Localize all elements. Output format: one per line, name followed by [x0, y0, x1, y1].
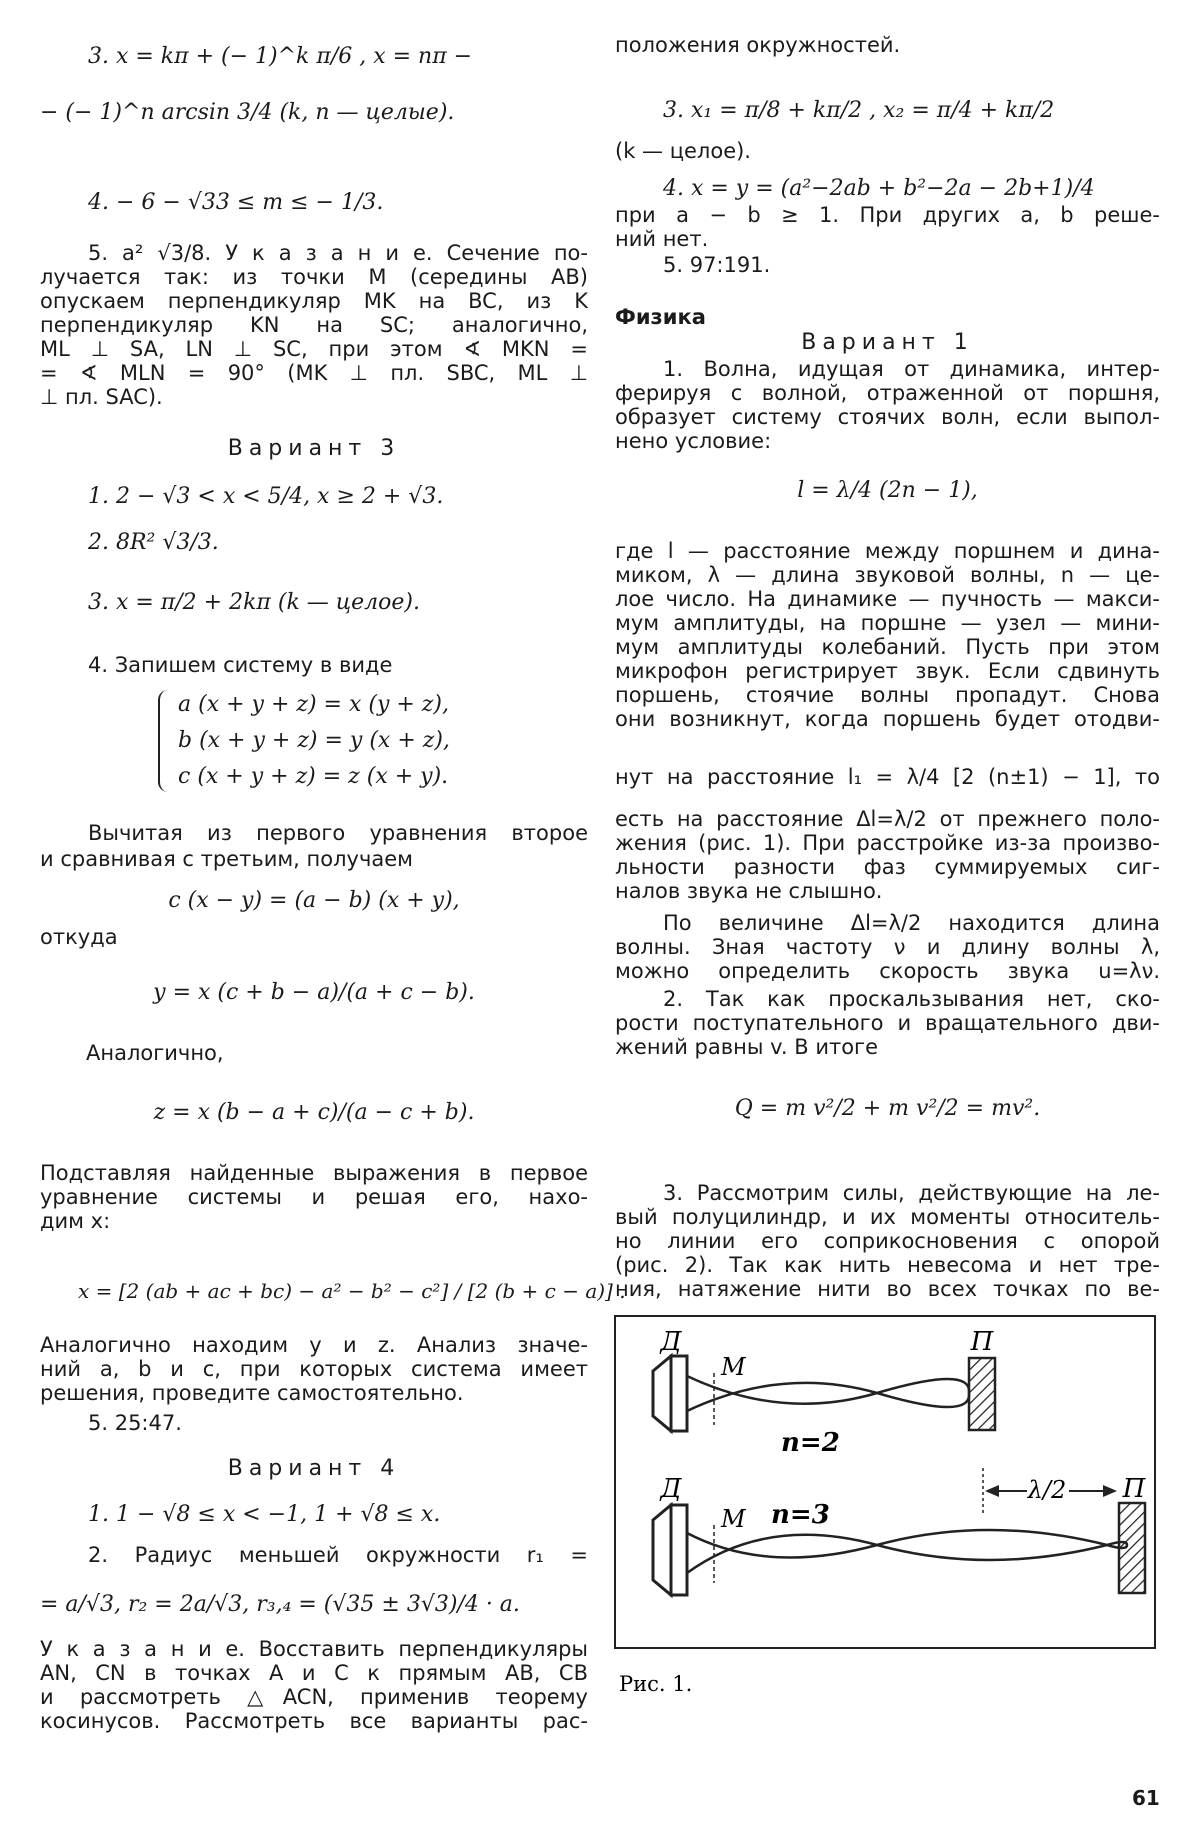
text-line: (рис. 2). Так как нить невесома и нет тре-	[615, 1253, 1160, 1277]
text-line: вый полуцилиндр, и их моменты относитель-	[615, 1205, 1160, 1229]
text-line: Аналогично,	[86, 1041, 224, 1065]
formula-line: = a/√3, r₂ = 2a/√3, r₃,₄ = (√35 ± 3√3)/4 · a.	[40, 1592, 520, 1617]
text-line: У к а з а н и е. Восставить перпендикуляры	[40, 1637, 588, 1661]
formula-line: x = [2 (ab + ac + bc) − a² − b² − c²] / [2 (b + c − a)] .	[78, 1279, 626, 1303]
text-line: и рассмотреть △ACN, применив теорему	[40, 1685, 588, 1709]
text-line: уравнение системы и решая его, нахо-	[40, 1185, 588, 1209]
text-line: можно определить скорость звука u=λν.	[615, 959, 1160, 983]
text-line: жений равны v. В итоге	[615, 1035, 879, 1059]
microphone-label: M	[721, 1353, 746, 1381]
microphone-label: M	[721, 1505, 746, 1533]
text-line: мум амплитуды колебаний. Пусть при этом	[615, 635, 1160, 659]
text-line: = ∢ MLN = 90° (MK ⊥ пл. SBC, ML ⊥	[40, 361, 588, 385]
shift-label: λ/2	[1027, 1476, 1067, 1504]
speaker-icon	[653, 1505, 687, 1595]
text-line: 2. Радиус меньшей окружности r₁ =	[88, 1543, 588, 1567]
text-line: ⊥ пл. SAC).	[40, 385, 163, 409]
text-line: дим x:	[40, 1209, 111, 1233]
text-line: решения, проведите самостоятельно.	[40, 1381, 464, 1405]
arrow-head-icon	[985, 1485, 999, 1497]
text-line: миком, λ — длина звуковой волны, n — це-	[615, 563, 1160, 587]
text-line: ний a, b и c, при которых система имеет	[40, 1357, 588, 1381]
formula-line: y = x (c + b − a)/(a + c − b).	[153, 980, 475, 1005]
formula-line: l = λ/4 (2n − 1),	[797, 478, 978, 503]
text-line: есть на расстояние Δl=λ/2 от прежнего поло-	[615, 807, 1160, 831]
text-line: налов звука не слышно.	[615, 879, 883, 903]
piston-label: П	[970, 1327, 994, 1357]
standing-wave-lower	[687, 1383, 969, 1411]
text-line: нут на расстояние l₁ = λ/4 [2 (n±1) − 1], то	[615, 765, 1160, 789]
equation-system-brace	[158, 690, 170, 792]
equation-line: c (x + y + z) = z (x + y).	[178, 764, 449, 789]
formula-line: c (x − y) = (a − b) (x + y),	[168, 888, 460, 913]
piston-label: П	[1122, 1474, 1146, 1504]
text-line: микрофон регистрирует звук. Если сдвинуть	[615, 659, 1160, 683]
arrow-head-icon	[1103, 1485, 1117, 1497]
mode-label: n=3	[771, 1500, 830, 1530]
figure-caption: Рис. 1.	[619, 1672, 693, 1696]
piston-icon	[969, 1358, 995, 1430]
text-line: косинусов. Рассмотреть все варианты рас-	[40, 1709, 588, 1733]
text-line: 2. Так как проскальзывания нет, ско-	[663, 987, 1160, 1011]
text-line: образует систему стоячих волн, если выпол-	[615, 405, 1160, 429]
text-line: но линии его соприкосновения с опорой	[615, 1229, 1160, 1253]
answer-line: 1. 1 − √8 ≤ x < −1, 1 + √8 ≤ x.	[88, 1502, 441, 1527]
text-line: По величине Δl=λ/2 находится длина	[663, 911, 1160, 935]
text-line: ML ⊥ SA, LN ⊥ SC, при этом ∢ MKN =	[40, 337, 588, 361]
text-line: при a − b ≥ 1. При других a, b реше-	[615, 203, 1160, 227]
text-line: мум амплитуды, на поршне — узел — мини-	[615, 611, 1160, 635]
answer-line: − (− 1)^n arcsin 3/4 (k, n — целые).	[40, 100, 455, 125]
answer-line: 3. x = π/2 + 2kπ (k — целое).	[88, 590, 420, 615]
text-line: откуда	[40, 925, 118, 949]
text-line: Подставляя найденные выражения в первое	[40, 1161, 588, 1185]
section-title: Физика	[615, 305, 706, 329]
text-line: 4. Запишем систему в виде	[88, 653, 393, 677]
text-line: где l — расстояние между поршнем и дина-	[615, 539, 1160, 563]
text-line: Аналогично находим y и z. Анализ значе-	[40, 1333, 588, 1357]
figure-frame	[615, 1316, 1155, 1648]
speaker-label: Д	[660, 1327, 682, 1357]
text-line: они возникнут, когда поршень будет отодви-	[615, 707, 1160, 731]
text-line: 5. a² √3/8. У к а з а н и е. Сечение по-	[88, 241, 588, 265]
speaker-icon	[653, 1356, 687, 1431]
answer-line: 4. x = y = (a²−2ab + b²−2a − 2b+1)/4	[663, 176, 1095, 201]
figure-standing-waves	[607, 1313, 1157, 1713]
section-heading: Вариант 3	[227, 436, 401, 461]
text-line: перпендикуляр KN на SC; аналогично,	[40, 313, 588, 337]
text-line: ний нет.	[615, 227, 709, 251]
section-heading: Вариант 4	[227, 1456, 401, 1481]
text-line: опускаем перпендикуляр MK на BC, из K	[40, 289, 588, 313]
answer-line: 3. x = kπ + (− 1)^k π/6 , x = nπ −	[88, 44, 473, 69]
text-line: поршень, стоячие волны пропадут. Снова	[615, 683, 1160, 707]
text-line: ферируя с волной, отраженной от поршня,	[615, 381, 1160, 405]
answer-line: 1. 2 − √3 < x < 5/4, x ≥ 2 + √3.	[88, 484, 444, 509]
mode-label: n=2	[781, 1428, 840, 1458]
text-line: 1. Волна, идущая от динамика, интер-	[663, 357, 1160, 381]
answer-line: 5. 25:47.	[88, 1411, 182, 1435]
text-line: ния, натяжение нити во всех точках по ве-	[615, 1277, 1160, 1301]
text-line: и сравнивая с третьим, получаем	[40, 847, 413, 871]
text-line: волны. Зная частоту ν и длину волны λ,	[615, 935, 1160, 959]
text-line: лое число. На динамике — пучность — макси-	[615, 587, 1160, 611]
formula-line: z = x (b − a + c)/(a − c + b).	[153, 1100, 475, 1125]
piston-icon	[1119, 1503, 1145, 1593]
section-heading: Вариант 1	[801, 330, 974, 355]
equation-line: b (x + y + z) = y (x + z),	[178, 728, 450, 753]
formula-line: Q = m v²/2 + m v²/2 = mv².	[734, 1096, 1041, 1121]
text-line: жения (рис. 1). При расстройке из-за произво-	[615, 831, 1160, 855]
speaker-label: Д	[660, 1474, 682, 1504]
text-line: положения окружностей.	[615, 33, 901, 57]
text-line: нено условие:	[615, 429, 772, 453]
text-line: льности разности фаз суммируемых сиг-	[615, 855, 1160, 879]
answer-line: 2. 8R² √3/3.	[88, 530, 219, 555]
text-line: рости поступательного и вращательного дви-	[615, 1011, 1160, 1035]
answer-line: 5. 97:191.	[663, 253, 771, 277]
page-number: 61	[1132, 1786, 1160, 1810]
answer-line: 3. x₁ = π/8 + kπ/2 , x₂ = π/4 + kπ/2	[663, 98, 1055, 123]
text-line: лучается так: из точки M (середины AB)	[40, 265, 588, 289]
text-line: Вычитая из первого уравнения второе	[88, 821, 588, 845]
answer-line: 4. − 6 − √33 ≤ m ≤ − 1/3.	[88, 190, 384, 215]
text-line: 3. Рассмотрим силы, действующие на ле-	[663, 1181, 1160, 1205]
equation-line: a (x + y + z) = x (y + z),	[178, 692, 449, 717]
text-line: AN, CN в точках A и C к прямым AB, CB	[40, 1661, 588, 1685]
text-line: (k — целое).	[615, 139, 751, 163]
